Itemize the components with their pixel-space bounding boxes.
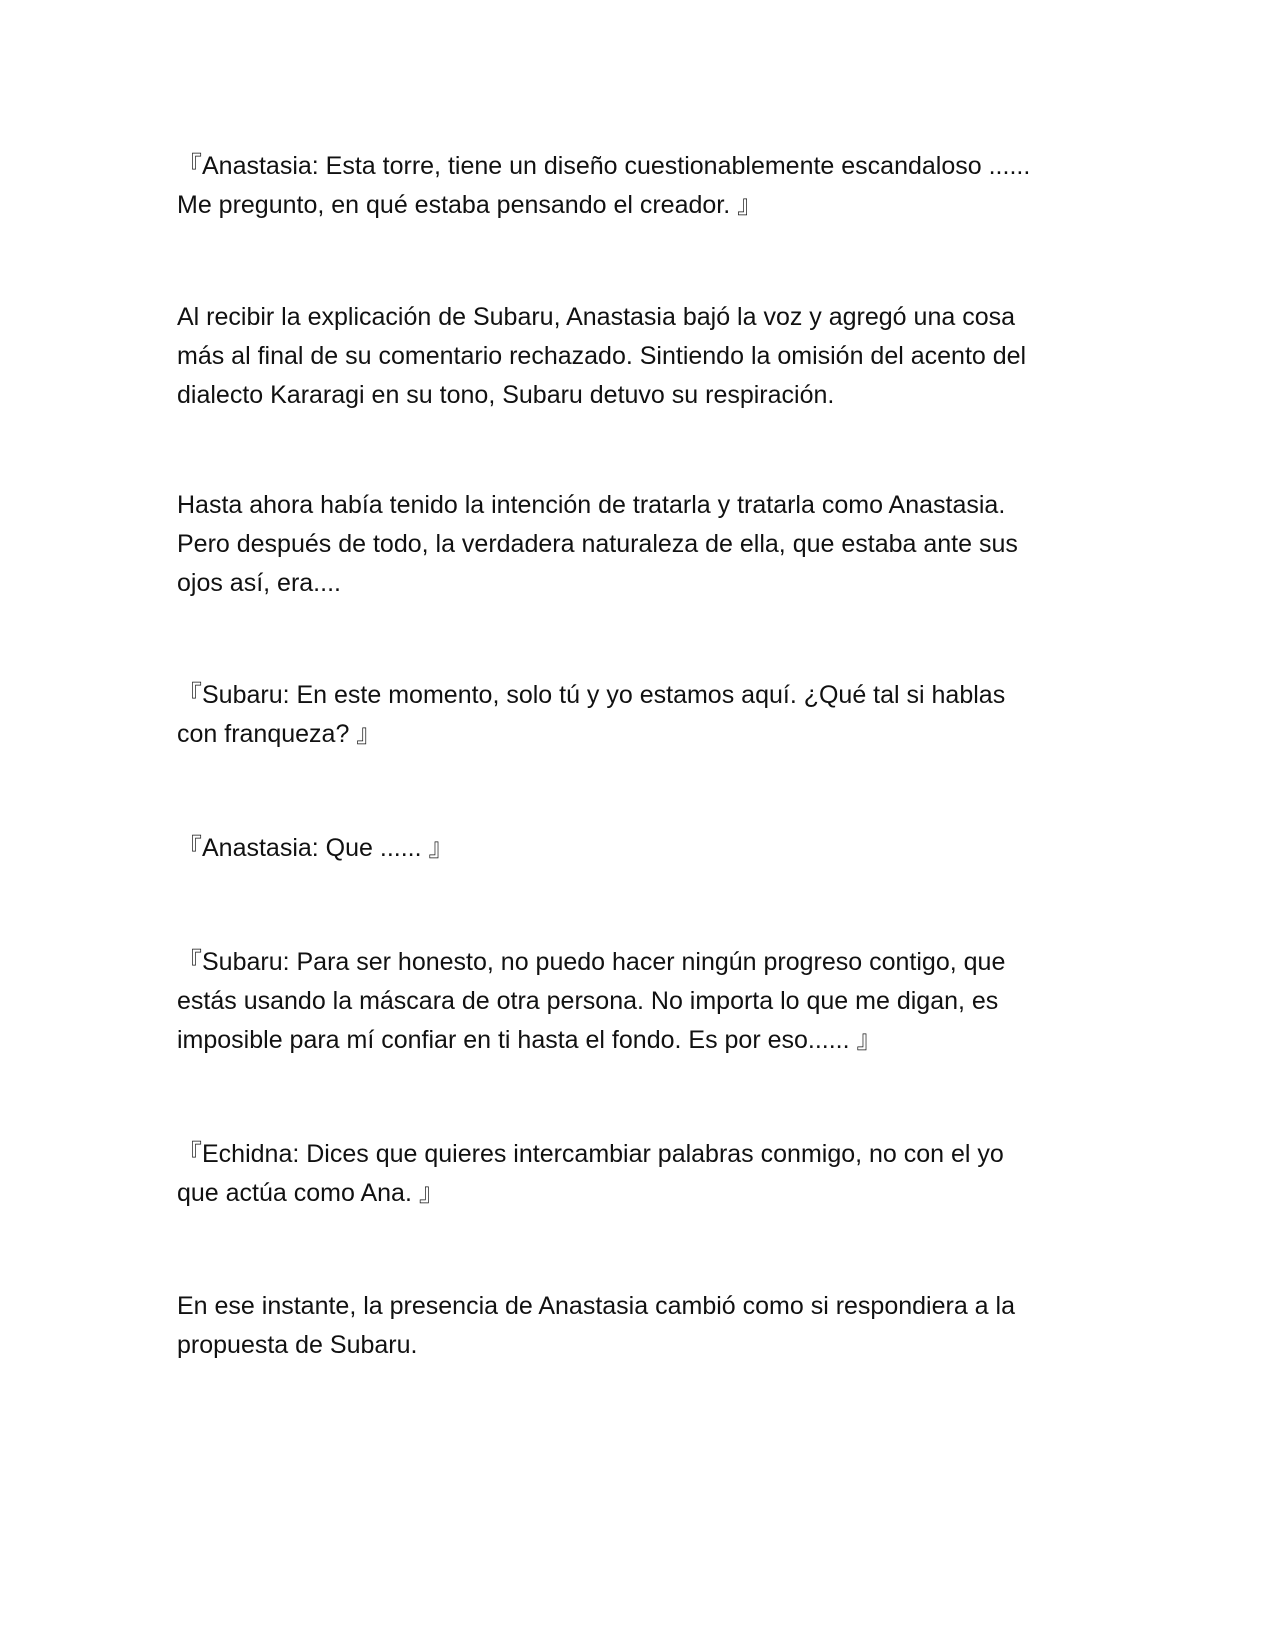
paragraph-line: dialecto Kararagi en su tono, Subaru detuvo su respiración.	[177, 381, 835, 409]
paragraph-6	[177, 943, 1097, 1060]
paragraph-line: Me pregunto, en qué estaba pensando el creador. 』	[177, 191, 763, 219]
paragraph-line: ojos así, era....	[177, 569, 341, 597]
paragraph-line: con franqueza? 』	[177, 720, 382, 748]
paragraph-line: que actúa como Ana. 』	[177, 1179, 444, 1207]
paragraph-5	[177, 829, 1097, 868]
paragraph-line: 『Anastasia: Que ...... 』	[177, 834, 454, 862]
paragraph-line: Hasta ahora había tenido la intención de tratarla y tratarla como Anastasia.	[177, 491, 1006, 519]
paragraph-4	[177, 676, 1097, 754]
paragraph-line: 『Anastasia: Esta torre, tiene un diseño cuestionablemente escandaloso ......	[177, 152, 1031, 180]
paragraph-line: Pero después de todo, la verdadera naturaleza de ella, que estaba ante sus	[177, 530, 1018, 558]
paragraph-2	[177, 298, 1097, 415]
paragraph-line: propuesta de Subaru.	[177, 1331, 418, 1359]
paragraph-line: estás usando la máscara de otra persona. No importa lo que me digan, es	[177, 987, 999, 1015]
paragraph-3	[177, 486, 1097, 603]
paragraph-line: 『Subaru: En este momento, solo tú y yo estamos aquí. ¿Qué tal si hablas	[177, 681, 1006, 709]
paragraph-line: En ese instante, la presencia de Anastasia cambió como si respondiera a la	[177, 1292, 1015, 1320]
paragraph-line: más al final de su comentario rechazado. Sintiendo la omisión del acento del	[177, 342, 1027, 370]
paragraph-8	[177, 1287, 1097, 1365]
paragraph-7	[177, 1135, 1097, 1213]
paragraph-line: 『Echidna: Dices que quieres intercambiar palabras conmigo, no con el yo	[177, 1140, 1004, 1168]
paragraph-line: imposible para mí confiar en ti hasta el fondo. Es por eso...... 』	[177, 1026, 882, 1054]
paragraph-1	[177, 147, 1097, 225]
paragraph-line: Al recibir la explicación de Subaru, Anastasia bajó la voz y agregó una cosa	[177, 303, 1016, 331]
paragraph-line: 『Subaru: Para ser honesto, no puedo hacer ningún progreso contigo, que	[177, 948, 1006, 976]
